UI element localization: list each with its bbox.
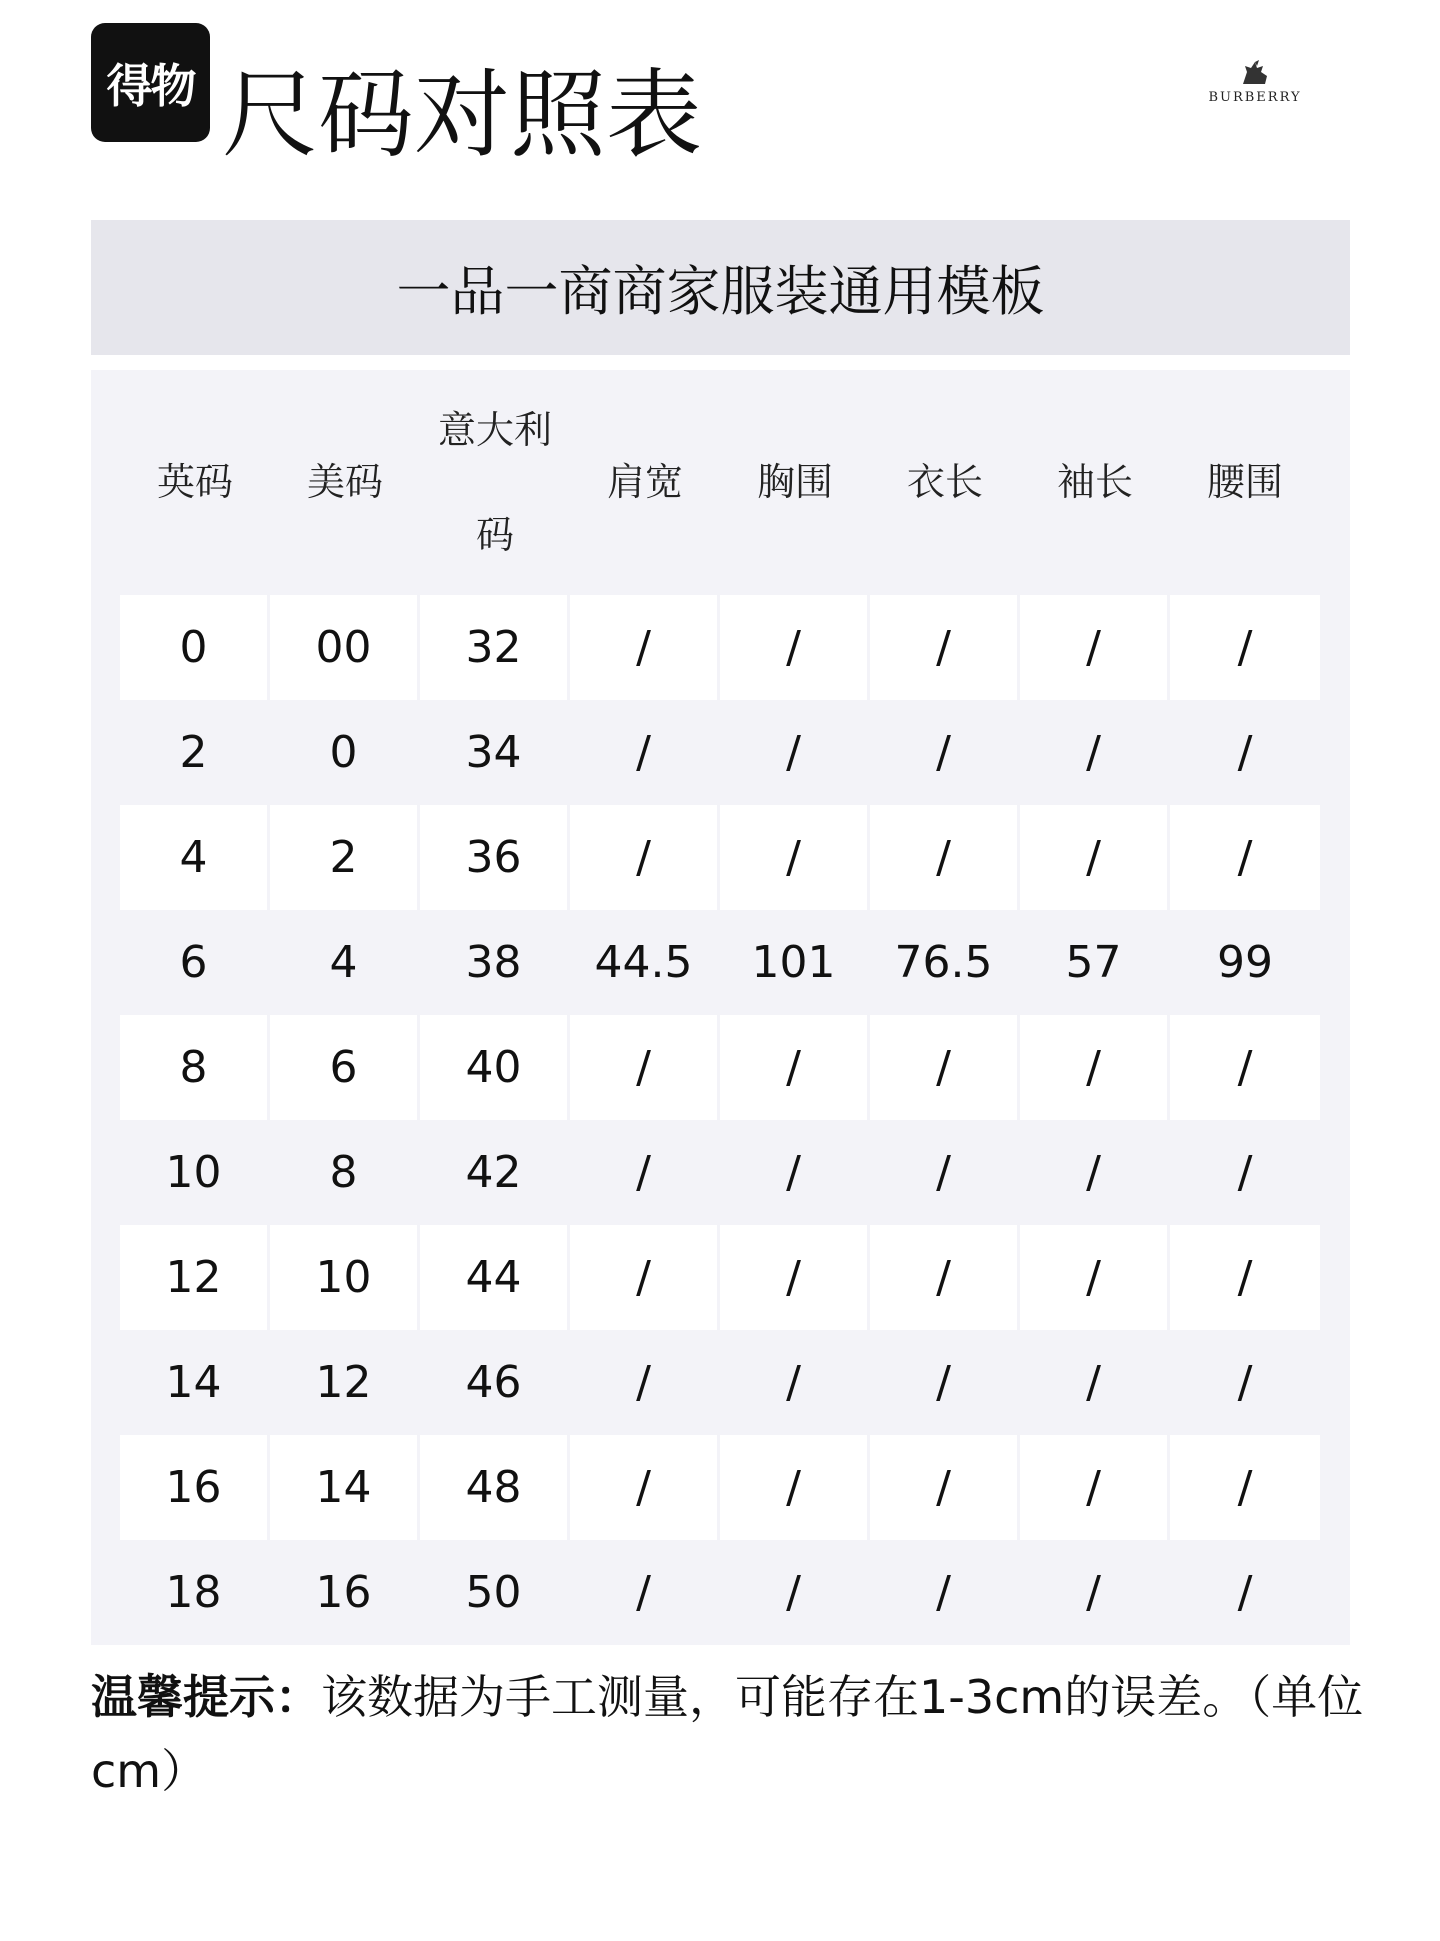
size-table <box>91 370 1350 1645</box>
header-cell: 胸围 <box>756 460 833 504</box>
table-cell: 2 <box>270 805 420 910</box>
table-cell: / <box>1020 1225 1170 1330</box>
dewu-logo-badge <box>91 23 210 142</box>
header-cell: 英码 <box>156 460 233 504</box>
table-cell: / <box>1237 727 1253 778</box>
table-cell: 36 <box>420 805 570 910</box>
table-cell: / <box>1237 1147 1253 1198</box>
table-cell: / <box>720 1330 870 1435</box>
table-cell: 0 <box>270 700 420 805</box>
table-cell: 10 <box>270 1225 420 1330</box>
table-cell: 2 <box>120 700 270 805</box>
table-cell: / <box>570 805 720 910</box>
table-cell: / <box>870 700 1020 805</box>
table-row <box>120 1120 1320 1225</box>
table-cell: 50 <box>420 1540 570 1645</box>
notice-text: 该数据为手工测量，可能存在1-3cm的误差。（单位cm） <box>91 1670 1364 1798</box>
table-cell: 42 <box>420 1120 570 1225</box>
table-cell: 00 <box>270 595 420 700</box>
page-title: 尺码对照表 <box>222 59 702 171</box>
table-cell: / <box>1170 1015 1320 1120</box>
table-cell: / <box>1020 1015 1170 1120</box>
table-cell: 8 <box>120 1015 270 1120</box>
table-cell: / <box>870 595 1020 700</box>
table-cell: 57 <box>1020 910 1170 1015</box>
table-row <box>120 1540 1320 1645</box>
table-cell: / <box>570 1015 720 1120</box>
table-cell: / <box>1020 1120 1170 1225</box>
table-cell: / <box>870 1225 1020 1330</box>
table-cell: / <box>570 1330 720 1435</box>
table-cell: / <box>1170 805 1320 910</box>
table-cell: / <box>570 1225 720 1330</box>
table-cell: / <box>720 805 870 910</box>
table-cell: 6 <box>120 910 270 1015</box>
table-cell: 8 <box>270 1120 420 1225</box>
knight-horse-icon <box>1235 58 1275 88</box>
table-cell: / <box>1020 805 1170 910</box>
table-cell: / <box>570 1540 720 1645</box>
table-cell: / <box>720 1540 870 1645</box>
header-cell: 衣长 <box>906 460 983 504</box>
table-cell: 99 <box>1217 937 1273 988</box>
notice-label: 温馨提示： <box>91 1670 321 1724</box>
table-cell: / <box>1170 595 1320 700</box>
table-cell: 4 <box>120 805 270 910</box>
table-cell: 32 <box>420 595 570 700</box>
table-cell: 12 <box>270 1330 420 1435</box>
table-cell: / <box>570 1120 720 1225</box>
header-cell: 肩宽 <box>606 460 683 504</box>
table-cell: 4 <box>270 910 420 1015</box>
table-cell: / <box>570 1435 720 1540</box>
table-cell: / <box>1170 1225 1320 1330</box>
header-cell: 腰围 <box>1206 460 1283 504</box>
table-cell: / <box>720 1015 870 1120</box>
table-cell: / <box>1237 1567 1253 1618</box>
brand-name: BURBERRY <box>1208 90 1302 105</box>
table-row <box>120 595 1320 700</box>
table-cell: / <box>570 700 720 805</box>
table-cell: / <box>1020 1435 1170 1540</box>
table-row <box>120 910 1320 1015</box>
table-cell: / <box>720 1120 870 1225</box>
table-cell: 16 <box>120 1435 270 1540</box>
table-cell: / <box>1020 700 1170 805</box>
badge-text: 得物 <box>106 58 195 113</box>
table-cell: 40 <box>420 1015 570 1120</box>
template-title: 一品一商商家服装通用模板 <box>396 260 1045 323</box>
table-cell: / <box>1170 1435 1320 1540</box>
template-banner <box>91 220 1350 355</box>
table-row <box>120 700 1320 805</box>
table-cell: 14 <box>270 1435 420 1540</box>
table-cell: / <box>870 1435 1020 1540</box>
table-cell: / <box>870 1540 1020 1645</box>
table-cell: / <box>720 595 870 700</box>
table-cell: 0 <box>120 595 270 700</box>
table-cell: 34 <box>420 700 570 805</box>
table-row <box>120 1015 1320 1120</box>
notice <box>91 1660 1381 1808</box>
table-cell: 14 <box>120 1330 270 1435</box>
table-cell: 6 <box>270 1015 420 1120</box>
table-cell: / <box>570 595 720 700</box>
table-cell: 38 <box>420 910 570 1015</box>
table-cell: / <box>1020 595 1170 700</box>
table-cell: 44.5 <box>570 910 720 1015</box>
header-cell: 美码 <box>306 460 383 504</box>
table-cell: / <box>870 1015 1020 1120</box>
table-cell: 44 <box>420 1225 570 1330</box>
table-cell: / <box>720 700 870 805</box>
table-row <box>120 1225 1320 1330</box>
table-cell: 12 <box>120 1225 270 1330</box>
table-cell: 46 <box>420 1330 570 1435</box>
header-cell: 意大利码 <box>437 407 552 557</box>
table-cell: 16 <box>270 1540 420 1645</box>
table-cell: / <box>720 1435 870 1540</box>
table-row <box>120 805 1320 910</box>
table-cell: / <box>870 805 1020 910</box>
table-cell: 101 <box>720 910 870 1015</box>
brand-logo <box>1185 58 1325 108</box>
table-body <box>120 595 1320 1645</box>
table-cell: / <box>720 1225 870 1330</box>
header-cell: 袖长 <box>1056 460 1133 504</box>
table-row <box>120 1330 1320 1435</box>
table-header <box>120 370 1320 595</box>
table-cell: / <box>1237 1357 1253 1408</box>
table-cell: / <box>870 1120 1020 1225</box>
table-cell: / <box>1020 1540 1170 1645</box>
table-cell: / <box>1020 1330 1170 1435</box>
table-cell: 48 <box>420 1435 570 1540</box>
table-cell: 76.5 <box>870 910 1020 1015</box>
table-cell: / <box>870 1330 1020 1435</box>
table-cell: 10 <box>120 1120 270 1225</box>
table-cell: 18 <box>120 1540 270 1645</box>
table-row <box>120 1435 1320 1540</box>
